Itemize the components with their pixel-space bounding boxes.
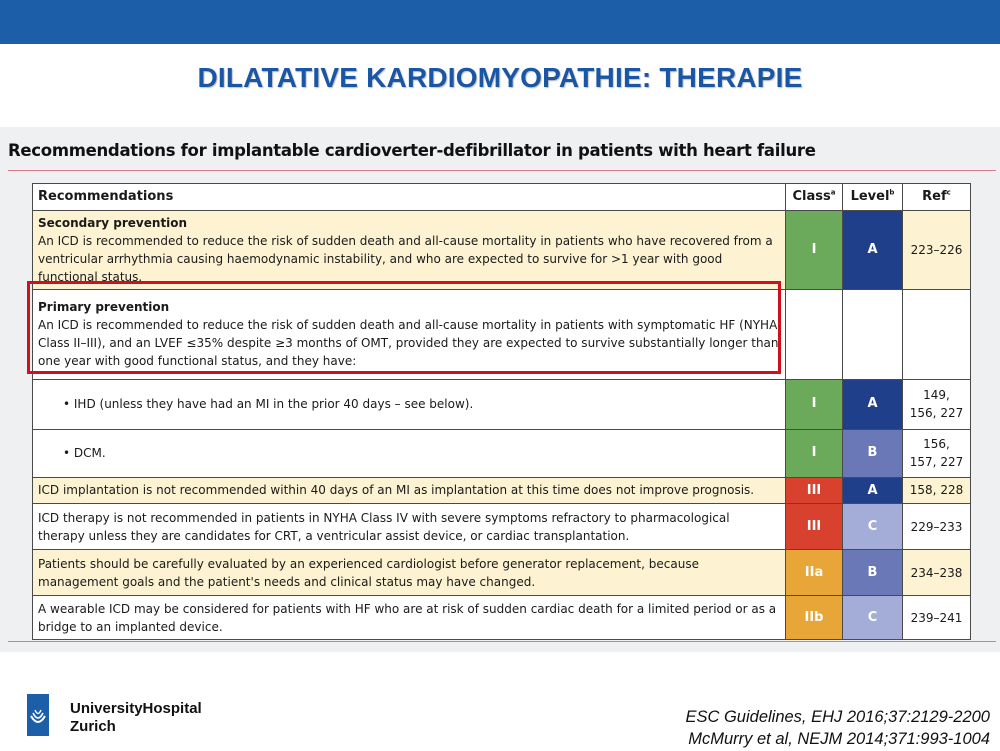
level-badge: C xyxy=(843,504,903,550)
ref-cell: 239–241 xyxy=(903,596,971,640)
ref-cell: 223–226 xyxy=(903,210,971,289)
top-banner xyxy=(0,0,1000,44)
level-badge: B xyxy=(843,429,903,477)
table-row xyxy=(33,477,971,504)
class-badge: I xyxy=(786,429,843,477)
guideline-table-panel xyxy=(0,127,1000,652)
references xyxy=(685,706,990,751)
table-title: Recommendations for implantable cardioverter-defibrillator in patients with heart failure xyxy=(8,141,816,160)
table-row xyxy=(33,550,971,596)
class-badge: III xyxy=(786,477,843,504)
table-row xyxy=(33,596,971,640)
header-level: Level$^b$ xyxy=(843,184,903,211)
logo-mark-icon xyxy=(27,694,49,736)
table-row xyxy=(33,379,971,429)
ref-cell: 149, 156, 227 xyxy=(903,379,971,429)
mi40-text: ICD implantation is not recommended within 40 days of an MI as implantation at this time does not improve prognosis. xyxy=(33,477,786,504)
table-row xyxy=(33,504,971,550)
secondary-prevention-heading: Secondary prevention xyxy=(38,215,188,230)
level-badge: A xyxy=(843,379,903,429)
university-logo xyxy=(27,694,49,736)
class-badge: IIb xyxy=(786,596,843,640)
class-badge: I xyxy=(786,379,843,429)
class-badge: III xyxy=(786,504,843,550)
empty-class-cell xyxy=(786,289,843,379)
header-row xyxy=(33,184,971,211)
primary-prevention-heading: Primary prevention xyxy=(38,300,170,314)
dcm-bullet: • DCM. xyxy=(33,429,786,477)
level-badge: B xyxy=(843,550,903,596)
ref-cell: 156, 157, 227 xyxy=(903,429,971,477)
secondary-prevention-text: An ICD is recommended to reduce the risk of sudden death and all-cause mortality in patients who have recovered from a ventricular arrhythmia causing haemodynamic instability, and who are expected to survive for >1 year with good functional status. xyxy=(38,233,773,284)
empty-ref-cell xyxy=(903,289,971,379)
divider-top xyxy=(8,170,996,171)
recommendations-table xyxy=(32,183,971,640)
primary-prevention-text: An ICD is recommended to reduce the risk of sudden death and all-cause mortality in patients with symptomatic HF (NYHA Class II–III), and an LVEF ≤35% despite ≥3 months of OMT, provided they are expected to survive substantially longer than one year with good functional status, and they have: xyxy=(38,318,779,368)
table-row xyxy=(33,210,971,289)
institution-name: UniversityHospital Zurich xyxy=(70,700,202,736)
header-class: Class$^a$ xyxy=(786,184,843,211)
level-badge: A xyxy=(843,210,903,289)
divider-bottom xyxy=(8,641,996,642)
generator-text: Patients should be carefully evaluated by an experienced cardiologist before generator replacement, because management goals and the patient's needs and clinical status may have changed. xyxy=(33,550,786,596)
wearable-text: A wearable ICD may be considered for patients with HF who are at risk of sudden cardiac death for a limited period or as a bridge to an implanted device. xyxy=(33,596,786,640)
class-badge: IIa xyxy=(786,550,843,596)
ref-cell: 234–238 xyxy=(903,550,971,596)
ref-cell: 229–233 xyxy=(903,504,971,550)
class-badge: I xyxy=(786,210,843,289)
header-recommendations: Recommendations xyxy=(33,184,786,211)
secondary-prevention-cell xyxy=(33,210,786,289)
reference-mcmurry: McMurry et al, NEJM 2014;371:993-1004 xyxy=(688,730,990,749)
level-badge: A xyxy=(843,477,903,504)
level-badge: C xyxy=(843,596,903,640)
ihd-bullet: • IHD (unless they have had an MI in the prior 40 days – see below). xyxy=(33,379,786,429)
table-row xyxy=(33,429,971,477)
slide-title: DILATATIVE KARDIOMYOPATHIE: THERAPIE xyxy=(197,62,803,93)
primary-prevention-highlight xyxy=(27,281,781,374)
reference-esc: ESC Guidelines, EHJ 2016;37:2129-2200 xyxy=(685,708,990,726)
header-ref: Ref$^c$ xyxy=(903,184,971,211)
nyha4-text: ICD therapy is not recommended in patients in NYHA Class IV with severe symptoms refractory to pharmacological therapy unless they are candidates for CRT, a ventricular assist device, or cardiac transplantation. xyxy=(33,504,786,550)
empty-level-cell xyxy=(843,289,903,379)
ref-cell: 158, 228 xyxy=(903,477,971,504)
